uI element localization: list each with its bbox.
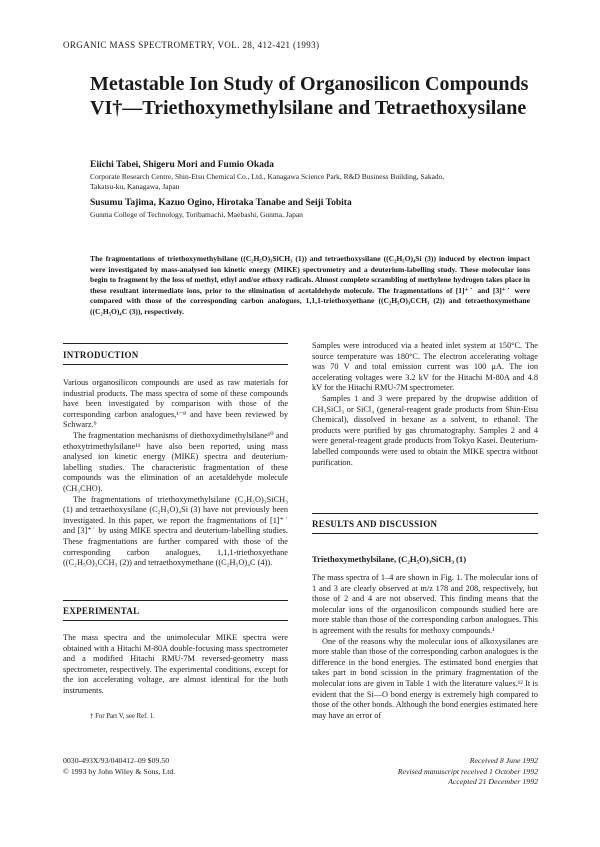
abstract: The fragmentations of triethoxymethylsilane ((C₂H₅O)₃SiCH₃ (1)) and tetraethoxysilane ((C₂H₅O)₄Si (3)) induced by electron impact were investigated by mass-analysed ion kinetic energy (MIKE) spectrometry and a deuterium-labelling study. These molecular ions begin to fragment by the loss of methyl, ethyl and/or ethoxy radicals. Almost complete scrambling of methylene hydrogen takes place in these resultant intermediate ions, prior to the elimination of acetaldehyde molecule. The fragmentations of [1]⁺˙ and [3]⁺˙ were compared with those of the corresponding carbon analogues, 1,1,1-triethoxyethane ((C₂H₅O)₃CCH₃ (2)) and tetraethoxymethane ((C₂H₅O)₄C (3)), respectively. <box>90 254 530 316</box>
copyright: © 1993 by John Wiley & Sons, Ltd. <box>63 766 176 776</box>
issn-code: 0030-493X/93/040412–09 $09.50 <box>63 756 170 765</box>
affiliation-2: Gunma College of Technology, Toribamachi, Maebashi, Gunma, Japan <box>90 210 303 219</box>
affiliation-1-line-1: Corporate Research Centre, Shin-Etsu Chemical Co., Ltd., Kanagawa Science Park, R&D Business Building, Sakado, <box>90 172 445 181</box>
received-date: Received 8 June 1992 <box>469 756 538 765</box>
manuscript-dates <box>380 756 538 788</box>
accepted-date: Accepted 21 December 1992 <box>448 777 538 786</box>
title-line-1: Metastable Ion Study of Organosilicon Compounds <box>90 73 529 95</box>
journal-header: ORGANIC MASS SPECTROMETRY, VOL. 28, 412-421 (1993) <box>63 40 320 50</box>
introduction-heading: INTRODUCTION <box>63 350 139 360</box>
author-group-2: Susumu Tajima, Kazuo Ogino, Hirotaka Tanabe and Seiji Tobita <box>90 198 352 208</box>
author-group-1: Eiichi Tabei, Shigeru Mori and Fumio Okada <box>90 160 274 170</box>
right-column-top <box>312 341 538 468</box>
paper-title <box>90 72 530 120</box>
results-rule-top <box>312 513 538 514</box>
publication-info <box>63 756 175 777</box>
intro-rule-bottom <box>63 364 288 365</box>
intro-paragraph-3: The fragmentations of triethoxymethylsilane (C₂H₅O)₃SiCH₃ (1) and tetraethoxysilane (C₂H₅O)₄Si (3) have not previously been investigated. In this paper, we report the fragmentations of [1]⁺˙ and [3]⁺˙ by using MIKE spectra and deuterium-labelling studies. These fragmentations are further compared with those of the corresponding carbon analogues, 1,1,1-triethoxyethane ((C₂H₅O)₃CCH₃ (2)) and tetraethoxymethane ((C₂H₅O)₄C (4)). <box>63 494 288 568</box>
introduction-body <box>63 378 288 569</box>
experimental-paragraph-1: The mass spectra and the unimolecular MIKE spectra were obtained with a Hitachi M-80A double-focusing mass spectrometer and a modified Hitachi RMU-7M reversed-geometry mass spectrometer, respectively. The experimental conditions, except for the ion accelerating voltage, are almost identical for the both instruments. <box>63 633 288 695</box>
exp-rule-top <box>63 600 288 601</box>
intro-paragraph-1: Various organosilicon compounds are used as raw materials for industrial products. The mass spectra of some of these compounds have been investigated by comparison with those of the corresponding carbon analogues,¹⁻⁸ and have been reviewed by Schwarz.⁹ <box>63 378 288 430</box>
results-paragraph-1: The mass spectra of 1–4 are shown in Fig. 1. The molecular ions of 1 and 3 are clearly observed at m/z 178 and 208, respectively, but those of 2 and 4 are not observed. This finding means that the molecular ions of the organosilicon compounds studied here are more stable than those of the corresponding carbon analogues. This is agreement with the results for methoxy compounds.¹ <box>312 573 538 635</box>
footnote: † For Part V, see Ref. 1. <box>90 713 155 720</box>
experimental-body <box>63 633 288 697</box>
results-subheading: Triethoxymethylsilane, (C₂H₅O)₃SiCH₃ (1) <box>312 554 467 564</box>
title-line-2: VI†—Triethoxymethylsilane and Tetraethoxysilane <box>90 97 527 119</box>
results-paragraph-2: One of the reasons why the molecular ions of alkoxysilanes are more stable than those of the corresponding carbon analogues is the difference in the bond energies. The estimated bond energies that takes part in bond scission in the primary fragmentation of the molecular ions are given in Table 1 with the literature values.¹² It is evident that the Si—O bond energy is extremely high compared to those of the other bonds. Although the bond energies estimated here may have an error of <box>312 636 538 720</box>
experimental-heading: EXPERIMENTAL <box>63 606 140 616</box>
results-rule-bottom <box>312 533 538 534</box>
affiliation-1-line-2: Takatsu-ku, Kanagawa, Japan <box>90 181 180 191</box>
affiliation-1 <box>90 172 530 191</box>
results-body <box>312 573 538 721</box>
intro-paragraph-2: The fragmentation mechanisms of diethoxydimethylsilane¹⁰ and ethoxytrimethylsilane¹¹ have also been reported, using mass analysed ion kinetic energy (MIKE) spectra and deuterium-labelling studies. The characteristic fragmentation of these compounds was the elimination of an acetaldehyde molecule (CH₃CHO). <box>63 430 288 493</box>
right-paragraph-2: Samples 1 and 3 were prepared by the dropwise addition of CH₃SiCl₃ or SiCl₄ (general-reagent grade products from Shin-Etsu Chemical), dissolved in hexane as a solvent, to ethanol. The products were purified by gas chromatography. Samples 2 and 4 were general-reagent grade products from Tokyo Kasei. Deuterium-labelled compounds were used to obtain the MIKE spectra without purification. <box>312 393 538 467</box>
exp-rule-bottom <box>63 620 288 621</box>
intro-rule-top <box>63 343 288 344</box>
results-heading: RESULTS AND DISCUSSION <box>312 519 438 529</box>
right-paragraph-1: Samples were introduced via a heated inlet system at 150°C. The source temperature was 180°C. The electron accelerating voltage was 70 V and total emission current was 100 μA. The ion accelerating voltages were 3.2 kV for the Hitachi M-80A and 4.8 kV for the Hitachi RMU-7M spectrometer. <box>312 341 538 393</box>
revised-date: Revised manuscript received 1 October 1992 <box>397 766 538 776</box>
